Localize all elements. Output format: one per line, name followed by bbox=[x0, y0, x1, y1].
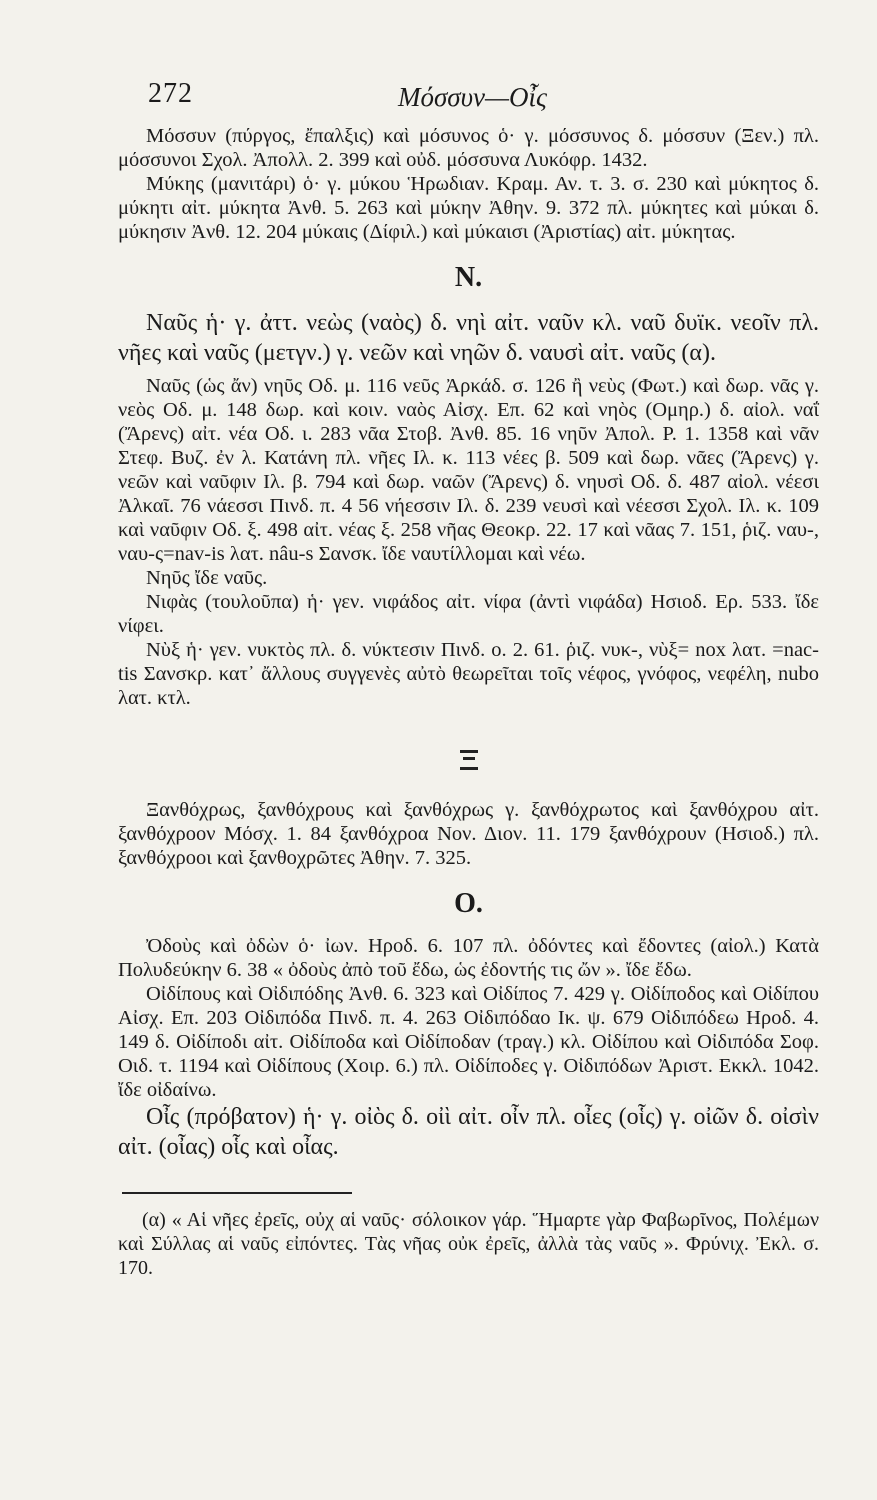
page-header bbox=[118, 78, 819, 118]
section-heading-n: N. bbox=[454, 262, 483, 293]
entries-m bbox=[118, 124, 819, 244]
entry-oidipous: Οἰδίπους καὶ Οἰδιπόδης Ἀνθ. 6. 323 καὶ Οἰδίπος 7. 429 γ. Οἰδίποδος καὶ Οἰδίπου Αἰσχ. Επ. 203 Οἰδιπόδα Πινδ. π. 4. 263 Οἰδιπόδαο Ικ. ψ. 679 Οἰδιπόδεω Ηροδ. 4. 149 δ. Οἰδίποδι αἰτ. Οἰδίποδα καὶ Οἰδίποδαν (τραγ.) κλ. Οἰδίπου καὶ Οἰδιπόδα Σοφ. Οιδ. τ. 1194 καὶ Οἰδίπους (Χοιρ. 6.) πλ. Οἰδίποδες γ. Οἰδιπόδων Ἀριστ. Εκκλ. 1042. ἴδε οἰδαίνω. bbox=[118, 983, 819, 1101]
section-heading-xi bbox=[118, 750, 819, 774]
entry-niphas: Νιφὰς (τουλοῦπα) ἡ· γεν. νιφάδος αἰτ. νίφα (ἀντὶ νιφάδα) Ησιοδ. Ερ. 533. ἴδε νίφει. bbox=[118, 591, 819, 637]
entry-ois: Οἶς (πρόβατον) ἡ· γ. οἰὸς δ. οἰὶ αἰτ. οἶν πλ. οἶες (οἷς) γ. οἰῶν δ. οἰσὶν αἰτ. (οἶας) οἷς καὶ οἶας. bbox=[118, 1104, 819, 1160]
entries-o bbox=[118, 934, 819, 1162]
section-heading-o: O. bbox=[454, 888, 483, 919]
page-number: 272 bbox=[148, 78, 193, 109]
footnote: (α) « Αἱ νῆες ἐρεῖς, οὐχ αἱ ναῦς· σόλοικον γάρ. Ἥμαρτε γὰρ Φαβωρῖνος, Πολέμων καὶ Σύλλας αἱ ναῦς εἰπόντες. Τὰς νῆας οὐκ ἐρεῖς, ἀλλὰ τὰς ναῦς ». Φρύνιχ. Ἐκλ. σ. 170. bbox=[118, 1209, 819, 1279]
entries-xi bbox=[118, 798, 819, 870]
footnote-rule bbox=[122, 1192, 352, 1194]
entry-neus: Νηῦς ἴδε ναῦς. bbox=[146, 567, 268, 589]
entry-naus: Ναῦς (ὡς ἄν) νηῦς Οδ. μ. 116 νεῦς Ἀρκάδ. σ. 126 ἢ νεὺς (Φωτ.) καὶ δωρ. νᾶς γ. νεὸς Οδ. μ. 148 δωρ. καὶ κοιν. ναὸς Αἰσχ. Επ. 62 καὶ νηὸς (Ομηρ.) δ. αἰολ. ναΐ (Ἄρενς) αἰτ. νέα Οδ. ι. 283 νᾶα Στοβ. Ἀνθ. 85. 16 νηῦν Ἀπολ. Ρ. 1. 1358 καὶ νᾶν Στεφ. Βυζ. ἐν λ. Κατάνη πλ. νῆες Ιλ. κ. 113 νέες β. 509 καὶ δωρ. νᾶες (Ἄρενς) γ. νεῶν καὶ ναῦφιν Ιλ. β. 794 καὶ δωρ. ναῶν (Ἄρενς) δ. νηυσὶ Οδ. δ. 487 αἰολ. νέεσι Ἀλκαῖ. 76 νάεσσι Πινδ. π. 4 56 νήεσσιν Ιλ. δ. 239 νευσὶ καὶ νέεσσι Σχολ. Ιλ. κ. 109 καὶ ναῦφιν Οδ. ξ. 498 αἰτ. νέας ξ. 258 νῆας Θεοκρ. 22. 17 καὶ νᾶας 7. 151, ῥιζ. ναυ-, ναυ-ς=nav-is λατ. nâu-s Σανσκ. ἴδε ναυτίλλομαι καὶ νέω. bbox=[118, 375, 819, 565]
xi-glyph-icon bbox=[460, 750, 478, 770]
entry-xanthochros: Ξανθόχρως, ξανθόχρους καὶ ξανθόχρως γ. ξανθόχρωτος καὶ ξανθόχρου αἰτ. ξανθόχροον Μόσχ. 1. 84 ξανθόχροα Νον. Διον. 11. 179 ξανθόχρουν (Ησιοδ.) πλ. ξανθόχροοι καὶ ξανθοχρῶτες Ἀθην. 7. 325. bbox=[118, 799, 819, 869]
entry-mykes: Μύκης (μανιτάρι) ὁ· γ. μύκου Ἡρωδιαν. Κραμ. Αν. τ. 3. σ. 230 καὶ μύκητος δ. μύκητι αἰτ. μύκητα Ἀνθ. 5. 263 καὶ μύκην Ἀθην. 9. 372 πλ. μύκητες καὶ μύκαι δ. μύκησιν Ἀνθ. 12. 204 μύκαις (Δίφιλ.) καὶ μύκαισι (Ἀριστίας) αἰτ. μύκητας. bbox=[118, 173, 819, 243]
entries-n bbox=[118, 308, 819, 710]
running-head: Μόσσυν—Οἶς bbox=[398, 82, 547, 112]
entry-nyx: Νὺξ ἡ· γεν. νυκτὸς πλ. δ. νύκτεσιν Πινδ. ο. 2. 61. ῥιζ. νυκ-, νὺξ= nox λατ. =nac-tis Σανσκρ. κατ᾽ ἄλλους συγγενὲς αὐτὸ θεωρεῖται τοῖς νέφος, γνόφος, νεφέλη, nubo λατ. κτλ. bbox=[118, 639, 819, 709]
entry-mossyn: Μόσσυν (πύργος, ἔπαλξις) καὶ μόσυνος ὁ· γ. μόσσυνος δ. μόσσυν (Ξεν.) πλ. μόσσυνοι Σχολ. Ἀπολλ. 2. 399 καὶ οὐδ. μόσσυνα Λυκόφρ. 1432. bbox=[118, 125, 819, 171]
entry-odous: Ὀδοὺς καὶ ὀδὼν ὁ· ἰων. Ηροδ. 6. 107 πλ. ὀδόντες καὶ ἔδοντες (αἰολ.) Κατὰ Πολυδεύκην 6. 38 « ὀδοὺς ἀπὸ τοῦ ἔδω, ὡς ἐδοντής τις ὤν ». ἴδε ἔδω. bbox=[118, 935, 819, 981]
entry-naus-intro: Ναῦς ἡ· γ. ἀττ. νεὼς (ναὸς) δ. νηὶ αἰτ. ναῦν κλ. ναῦ δυϊκ. νεοῖν πλ. νῆες καὶ ναῦς (μετγν.) γ. νεῶν καὶ νηῶν δ. ναυσὶ αἰτ. ναῦς (α). bbox=[118, 310, 819, 366]
